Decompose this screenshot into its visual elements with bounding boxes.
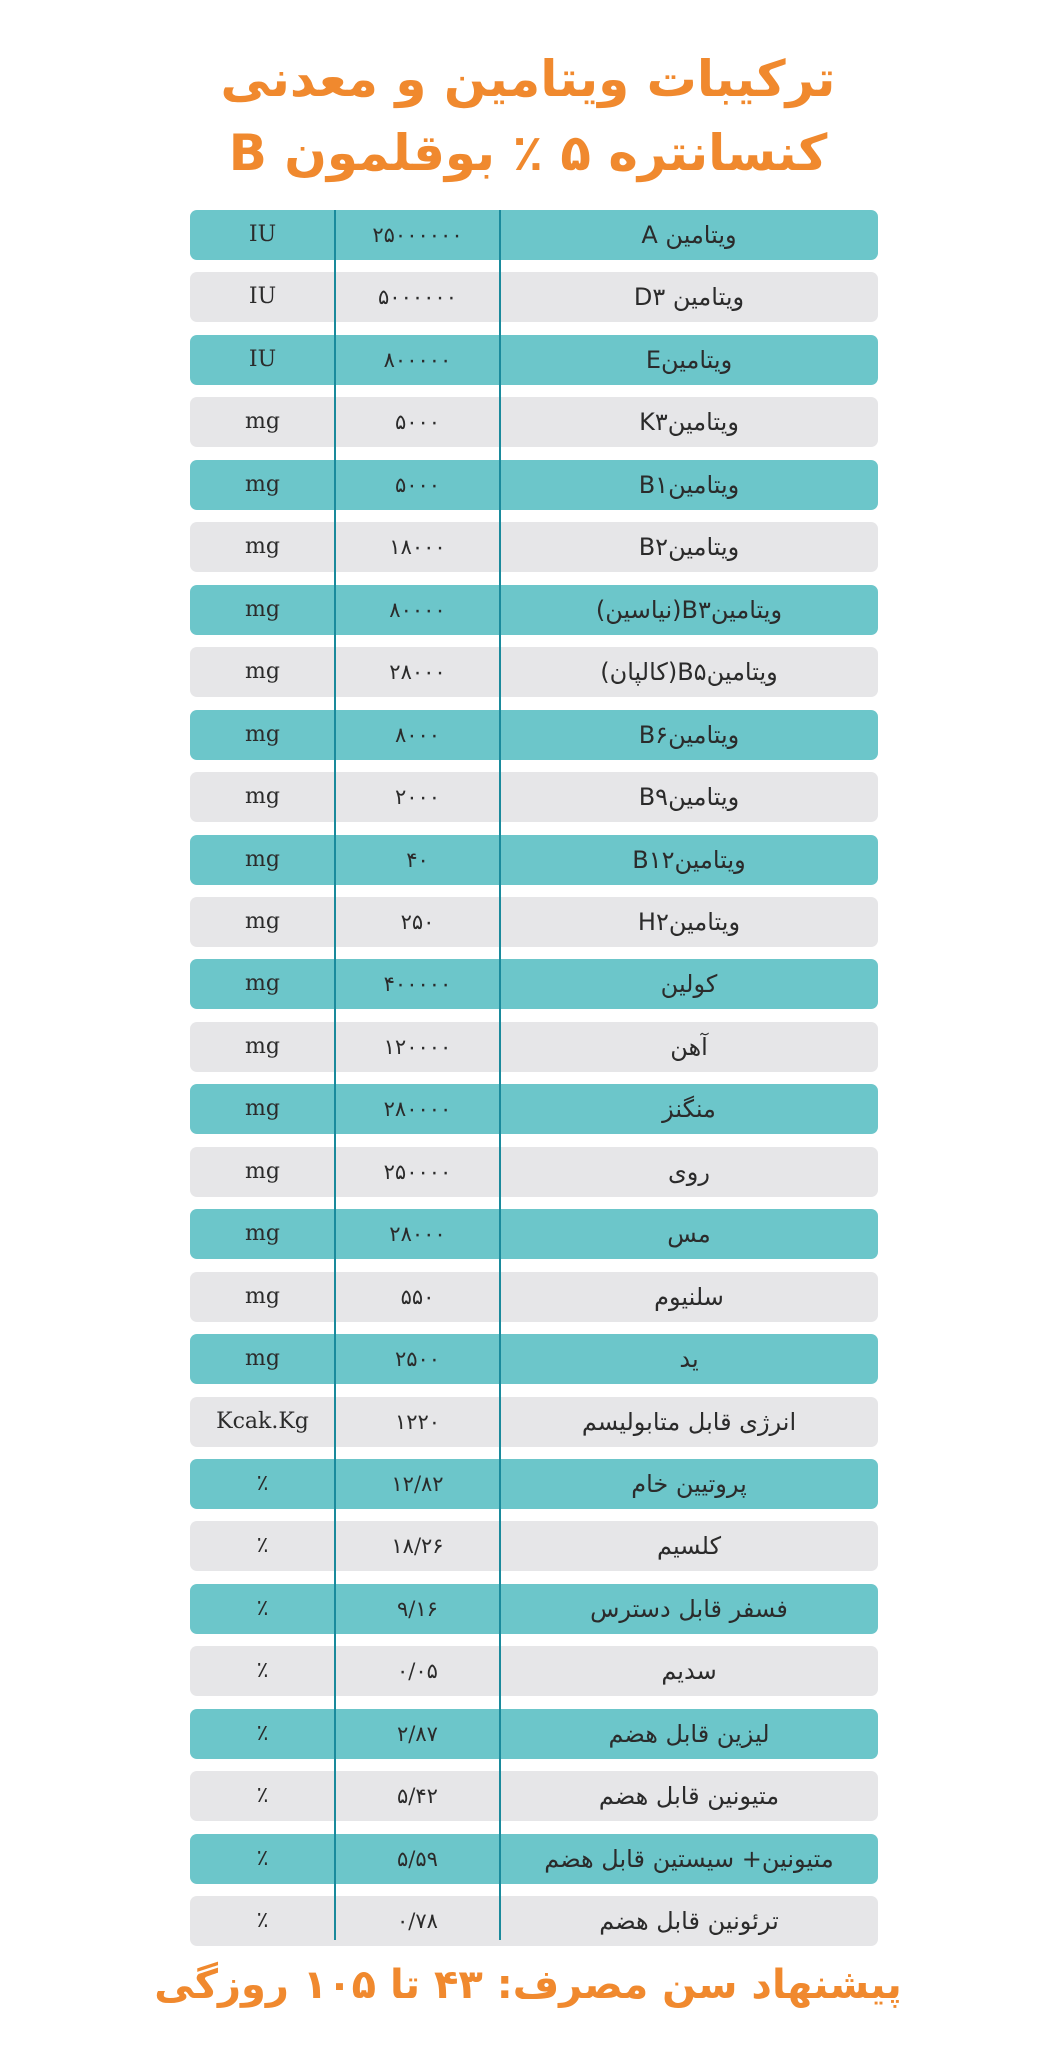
nutrient-unit: IU: [248, 346, 277, 372]
nutrient-name: متیونین قابل هضم: [598, 1782, 780, 1811]
table-row: [190, 1771, 878, 1821]
nutrient-value: ۱۲/۸۲: [391, 1472, 444, 1496]
table-row: [190, 1521, 878, 1571]
table-row: [190, 585, 878, 635]
nutrient-name: پروتیین خام: [631, 1470, 747, 1498]
nutrient-name: ویتامینB۹: [638, 783, 740, 812]
nutrient-unit: mg: [245, 1346, 280, 1372]
nutrient-unit: Kcak.Kg: [216, 1408, 309, 1434]
table-row: [190, 1272, 878, 1322]
nutrient-name: ویتامینB۱: [638, 470, 740, 499]
nutrient-value: ۵/۴۲: [397, 1784, 438, 1809]
nutrient-value: ۱۲۲۰: [394, 1409, 441, 1434]
nutrient-name: ویتامینB۲: [638, 533, 740, 562]
page-title: ترکیبات ویتامین و معدنی: [220, 50, 836, 108]
column-divider: [334, 210, 336, 1940]
table-row: [190, 1022, 878, 1072]
nutrient-unit: mg: [245, 1158, 280, 1184]
table-row: [190, 647, 878, 697]
table-row: [190, 1334, 878, 1384]
nutrient-name: فسفر قابل دسترس: [590, 1594, 788, 1623]
table-row: [190, 835, 878, 885]
nutrient-name: روی: [668, 1157, 710, 1186]
nutrient-unit: mg: [245, 721, 280, 747]
nutrient-value: ۹/۱۶: [397, 1596, 438, 1621]
nutrient-value: ۴۰۰۰۰۰: [383, 972, 452, 997]
nutrient-unit: mg: [245, 971, 280, 997]
nutrient-unit: mg: [245, 659, 280, 685]
column-divider: [499, 210, 501, 1940]
nutrient-unit: mg: [245, 1096, 280, 1122]
nutrient-value: ۲۸۰۰۰: [389, 1222, 446, 1247]
nutrient-value: ۲۸۰۰۰: [389, 660, 446, 685]
nutrient-value: ۸۰۰۰۰۰: [383, 347, 452, 372]
table-row: [190, 1896, 878, 1946]
nutrient-name: ویتامین D۳: [633, 283, 745, 312]
table-row: [190, 522, 878, 572]
nutrient-unit: mg: [245, 846, 280, 872]
table-row: [190, 1147, 878, 1197]
table-row: [190, 1646, 878, 1696]
nutrient-value: ۵۰۰۰: [394, 410, 441, 435]
table-row: [190, 210, 878, 260]
table-row: [190, 272, 878, 322]
nutrient-name: ویتامین A: [641, 221, 737, 249]
nutrient-value: ۵۵۰: [400, 1284, 435, 1309]
nutrient-name: انرژی قابل متابولیسم: [581, 1407, 797, 1436]
nutrient-unit: mg: [245, 596, 280, 622]
nutrient-unit: IU: [248, 222, 277, 247]
nutrient-unit: ٪: [256, 1720, 269, 1746]
nutrient-unit: mg: [245, 1283, 280, 1309]
nutrient-value: ۲۵۰۰۰۰۰۰: [372, 223, 463, 247]
nutrient-value: ۸۰۰۰۰: [389, 597, 446, 622]
usage-recommendation: پیشنهاد سن مصرف: ۴۳ تا ۱۰۵ روزگی: [154, 1962, 902, 2008]
nutrient-value: ۰/۷۸: [397, 1909, 438, 1934]
nutrient-name: ویتامینB۶: [638, 720, 740, 749]
nutrient-value: ۴۰: [406, 847, 429, 872]
nutrient-name: ویتامینB۱۲: [632, 845, 746, 874]
page-subtitle: کنسانتره ۵ ٪ بوقلمون B: [228, 124, 828, 182]
composition-table: [190, 210, 878, 1940]
nutrient-name: ویتامینB۳(نیاسین): [595, 595, 783, 624]
nutrient-name: سلنیوم: [654, 1282, 724, 1311]
nutrient-unit: ٪: [256, 1533, 269, 1559]
nutrient-name: کلسیم: [657, 1532, 721, 1561]
table-row: [190, 959, 878, 1009]
nutrient-value: ۵/۵۹: [397, 1846, 438, 1871]
nutrient-name: مس: [667, 1220, 711, 1249]
nutrient-unit: ٪: [256, 1908, 269, 1934]
nutrient-unit: ٪: [256, 1595, 269, 1621]
nutrient-value: ۲/۸۷: [397, 1721, 438, 1746]
nutrient-unit: mg: [245, 1221, 280, 1247]
nutrient-unit: mg: [245, 908, 280, 934]
nutrient-unit: ٪: [256, 1471, 269, 1496]
table-row: [190, 1397, 878, 1447]
nutrient-unit: mg: [245, 471, 280, 497]
table-row: [190, 1084, 878, 1134]
nutrient-value: ۲۰۰۰: [394, 785, 441, 810]
nutrient-name: متیونین+ سیستین قابل هضم: [544, 1844, 834, 1873]
nutrient-name: ترئونین قابل هضم: [599, 1907, 779, 1936]
nutrient-value: ۱۸/۲۶: [391, 1534, 444, 1559]
nutrient-name: سدیم: [661, 1657, 717, 1686]
table-row: [190, 397, 878, 447]
table-row: [190, 335, 878, 385]
nutrient-name: آهن: [670, 1032, 708, 1061]
table-row: [190, 1209, 878, 1259]
nutrient-value: ۵۰۰۰۰۰۰: [378, 285, 457, 310]
nutrient-unit: ٪: [256, 1845, 269, 1871]
nutrient-value: ۲۵۰۰۰۰: [383, 1159, 452, 1184]
table-row: [190, 1709, 878, 1759]
nutrient-name: ویتامینB۵(کالپان): [600, 658, 778, 687]
nutrient-unit: IU: [248, 284, 277, 310]
nutrient-value: ۲۸۰۰۰۰: [383, 1097, 452, 1122]
table-row: [190, 772, 878, 822]
nutrient-value: ۱۲۰۰۰۰: [383, 1034, 452, 1059]
nutrient-name: ویتامینH۲: [637, 907, 741, 936]
nutrient-unit: mg: [245, 534, 280, 560]
nutrient-value: ۵۰۰۰: [394, 472, 441, 497]
nutrient-unit: ٪: [256, 1658, 269, 1684]
nutrient-value: ۰/۰۵: [397, 1659, 438, 1684]
nutrient-value: ۲۵۰۰: [394, 1347, 441, 1372]
nutrient-unit: ٪: [256, 1783, 269, 1809]
nutrient-value: ۲۵۰: [400, 909, 435, 934]
nutrient-name: ید: [679, 1345, 699, 1374]
nutrient-name: کولین: [660, 970, 718, 999]
nutrient-value: ۸۰۰۰: [394, 722, 441, 747]
nutrient-value: ۱۸۰۰۰: [389, 535, 446, 560]
table-row: [190, 710, 878, 760]
table-row: [190, 1459, 878, 1509]
nutrient-name: ویتامینK۳: [639, 408, 739, 437]
table-row: [190, 1834, 878, 1884]
table-row: [190, 897, 878, 947]
nutrient-name: منگنز: [662, 1095, 716, 1124]
table-row: [190, 460, 878, 510]
nutrient-unit: mg: [245, 784, 280, 810]
nutrient-name: ویتامینE: [645, 345, 733, 374]
nutrient-unit: mg: [245, 1033, 280, 1059]
nutrient-name: لیزین قابل هضم: [608, 1719, 770, 1748]
table-row: [190, 1584, 878, 1634]
nutrient-unit: mg: [245, 409, 280, 435]
